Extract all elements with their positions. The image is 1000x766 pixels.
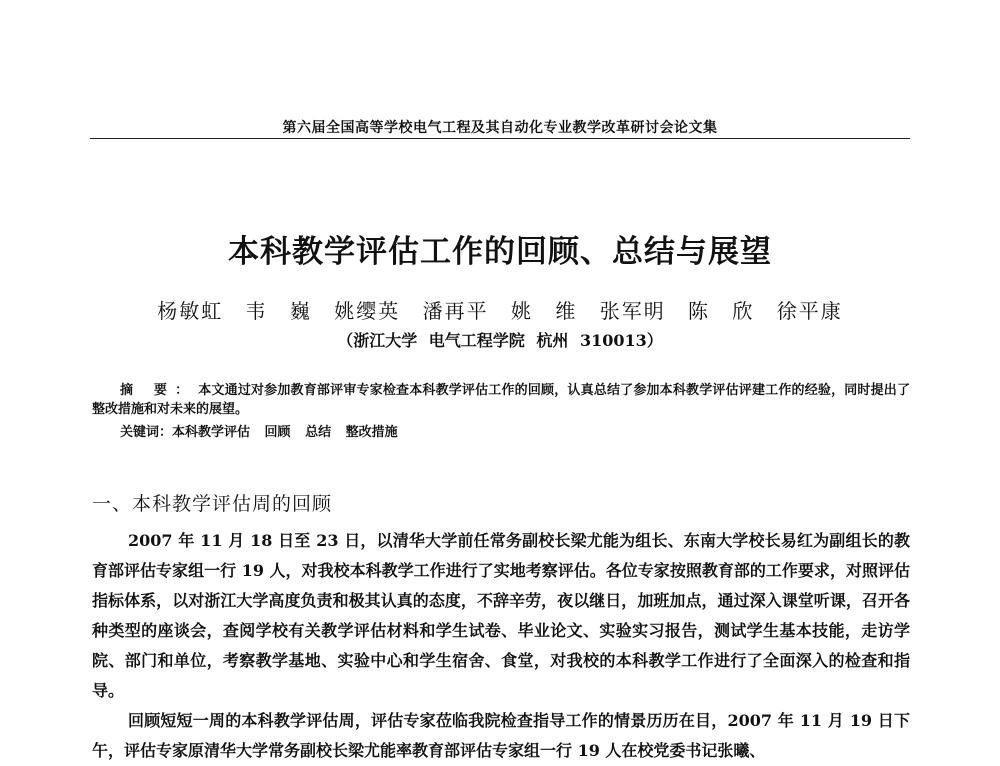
body-text [92, 526, 910, 766]
abstract [92, 381, 910, 419]
paragraph: 回顾短短一周的本科教学评估周，评估专家莅临我院检查指导工作的情景历历在目，2007 年 11 月 19 日下午，评估专家原清华大学常务副校长梁尤能率教育部评估专家组一行 19 人在校党委书记张曦、 [92, 711, 910, 760]
keywords-text: 本科教学评估 回顾 总结 整改措施 [172, 425, 398, 440]
keywords-label: 关键词： [120, 425, 173, 440]
author-list: 杨敏虹 韦 巍 姚缨英 潘再平 姚 维 张军明 陈 欣 徐平康 [157, 299, 843, 323]
abstract-text: 本文通过对参加教育部评审专家检查本科教学评估工作的回顾，认真总结了参加本科教学评估评建工作的经验，同时提出了整改措施和对未来的展望。 [92, 383, 910, 417]
section-heading: 一、本科教学评估周的回顾 [92, 493, 333, 515]
paper-title: 本科教学评估工作的回顾、总结与展望 [228, 234, 772, 270]
abstract-label: 摘 要： [120, 383, 197, 398]
running-header: 第六届全国高等学校电气工程及其自动化专业教学改革研讨会论文集 [282, 120, 718, 136]
header-rule [90, 138, 910, 139]
affiliation: （浙江大学 电气工程学院 杭州 310013） [337, 331, 663, 350]
paragraph: 2007 年 11 月 18 日至 23 日，以清华大学前任常务副校长梁尤能为组长、东南大学校长易红为副组长的教育部评估专家组一行 19 人，对我校本科教学工作进行了实地考察评估。各位专家按照教育部的工作要求，对照评估指标体系，以对浙江大学高度负责和极其认真的态度，不辞辛劳，夜以继日，加班加点，通过深入课堂听课，召开各种类型的座谈会，查阅学校有关教学评估材料和学生试卷、毕业论文、实验实习报告，测试学生基本技能，走访学院、部门和单位，考察教学基地、实验中心和学生宿舍、食堂，对我校的本科教学工作进行了全面深入的检查和指导。 [92, 531, 910, 700]
keywords [120, 423, 910, 442]
